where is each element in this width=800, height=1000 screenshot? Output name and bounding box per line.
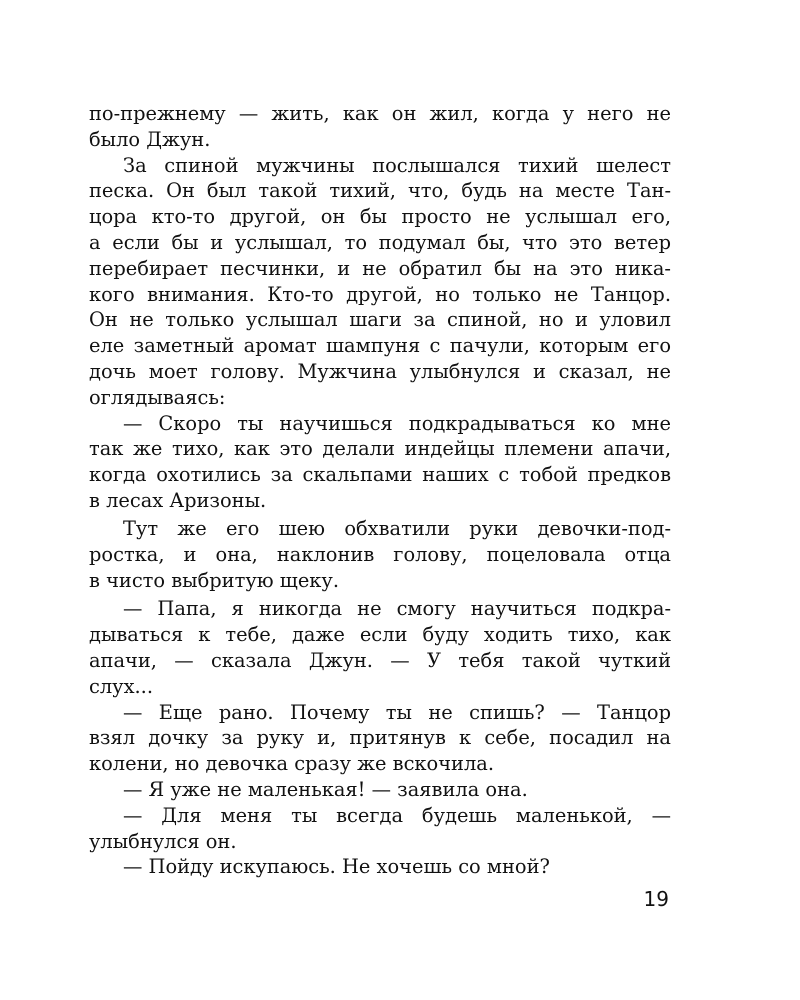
- text-line: улыбнулся он.: [89, 829, 237, 853]
- text-line: цора кто-то другой, он бы просто не услышал его,: [89, 205, 671, 229]
- text-line: слух...: [89, 674, 154, 698]
- text-line: — Я уже не маленькая! — заявила она.: [123, 777, 528, 801]
- text-line: дываться к тебе, даже если буду ходить тихо, как: [89, 623, 671, 647]
- text-line: в лесах Аризоны.: [89, 488, 267, 512]
- text-line: было Джун.: [89, 127, 211, 151]
- text-line: перебирает песчинки, и не обратил бы на это ника-: [89, 256, 671, 280]
- text-line: кого внимания. Кто-то другой, но только не Танцор.: [89, 282, 671, 306]
- text-line: Тут же его шею обхватили руки девочки-под-: [123, 517, 671, 541]
- body-text: [89, 101, 671, 880]
- text-line: когда охотились за скальпами наших с тобой предков: [89, 463, 671, 487]
- text-line: а если бы и услышал, то подумал бы, что это ветер: [89, 230, 671, 254]
- text-line: апачи, — сказала Джун. — У тебя такой чуткий: [89, 648, 671, 672]
- text-line: колени, но девочка сразу же вскочила.: [89, 752, 495, 776]
- text-line: по-прежнему — жить, как он жил, когда у него не: [89, 102, 671, 125]
- text-line: За спиной мужчины послышался тихий шелест: [123, 153, 671, 177]
- text-line: Он не только услышал шаги за спиной, но и уловил: [89, 308, 671, 332]
- text-line: дочь моет голову. Мужчина улыбнулся и сказал, не: [89, 359, 671, 383]
- text-line: еле заметный аромат шампуня с пачули, которым его: [89, 334, 671, 358]
- text-line: — Еще рано. Почему ты не спишь? — Танцор: [123, 700, 671, 724]
- text-line: взял дочку за руку и, притянув к себе, посадил на: [89, 726, 671, 750]
- text-line: так же тихо, как это делали индейцы племени апачи,: [89, 437, 671, 461]
- text-line: ростка, и она, наклонив голову, поцеловала отца: [89, 543, 671, 567]
- text-line: оглядываясь:: [89, 385, 226, 409]
- text-line: — Скоро ты научишься подкрадываться ко мне: [123, 411, 671, 435]
- page-number: 19: [643, 887, 669, 911]
- text-line: — Пойду искупаюсь. Не хочешь со мной?: [123, 855, 550, 879]
- text-line: в чисто выбритую щеку.: [89, 568, 339, 592]
- text-line: — Для меня ты всегда будешь маленькой, —: [123, 803, 671, 827]
- text-line: песка. Он был такой тихий, что, будь на месте Тан-: [89, 179, 671, 203]
- text-line: — Папа, я никогда не смогу научиться подкра-: [123, 597, 671, 621]
